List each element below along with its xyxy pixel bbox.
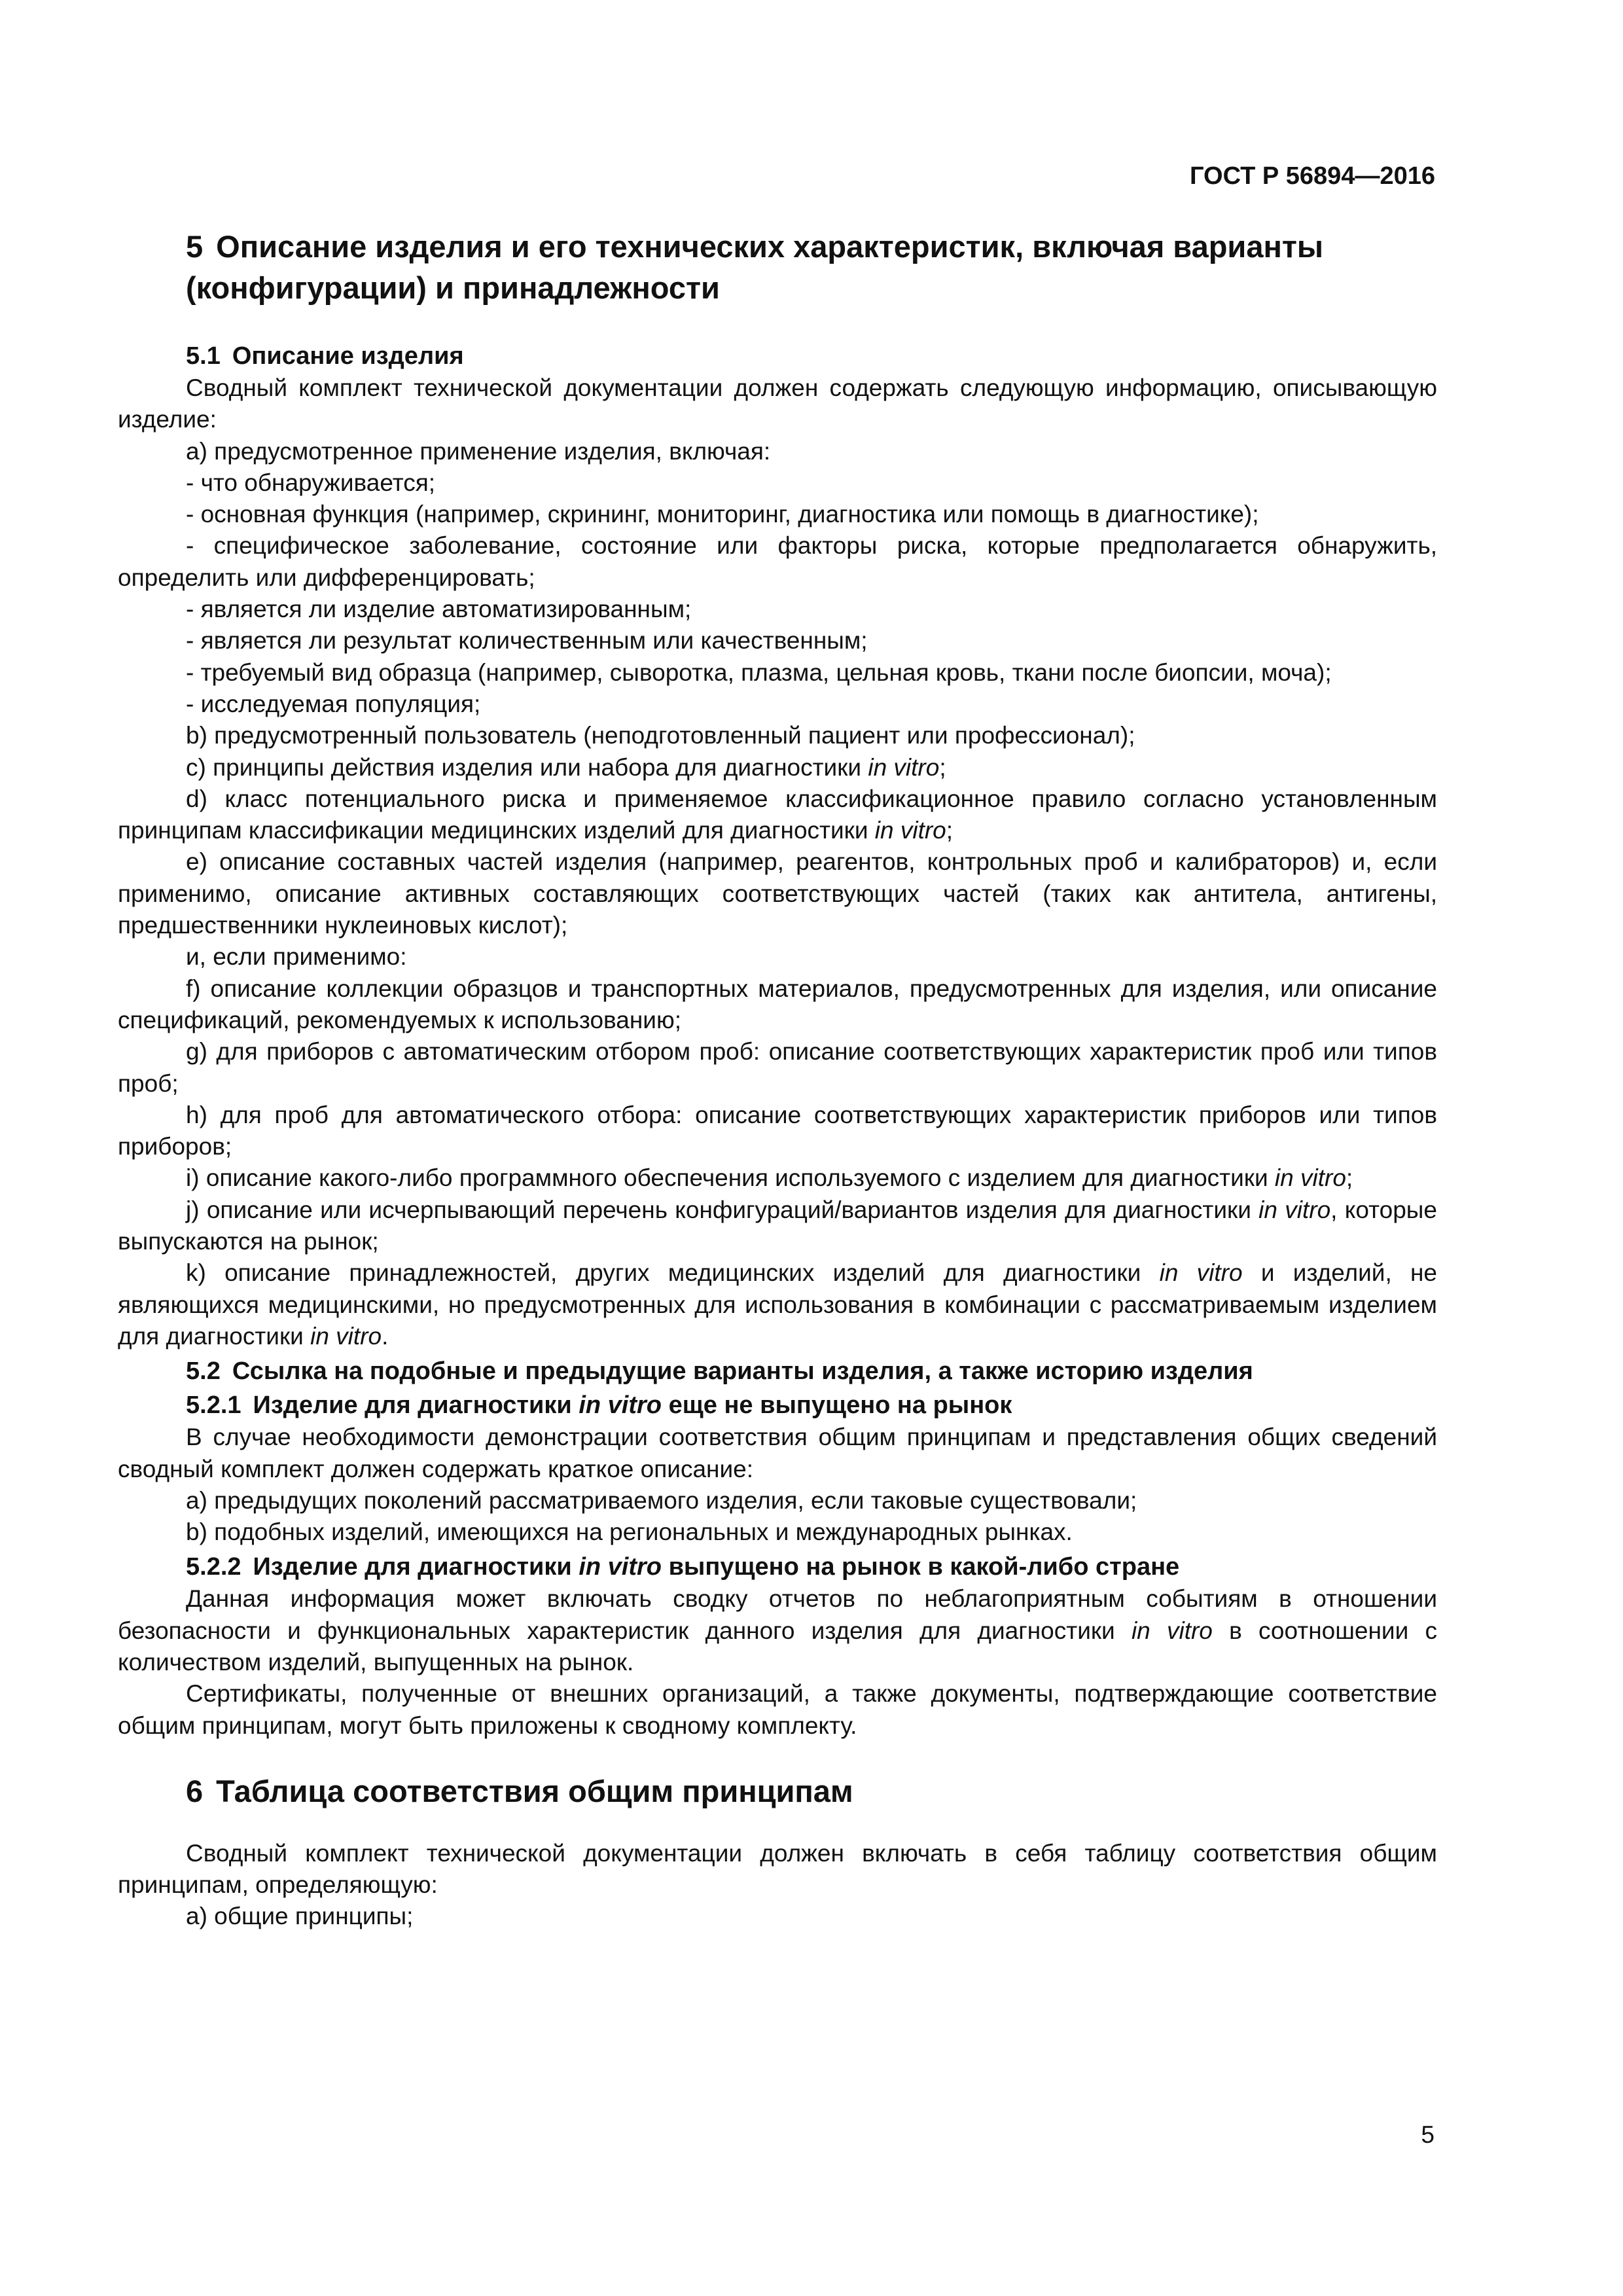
text-run: Данная информация может включать сводку отчетов по неблагоприятным событиям в отношении безопасности и функциональных характеристик данного изделия для диагностики — [118, 1585, 1437, 1644]
section-title: Таблица соответствия общим принципам — [216, 1773, 853, 1808]
italic-term: in vitro — [874, 817, 946, 844]
paragraph: и, если применимо: — [186, 943, 407, 971]
list-item-i — [118, 1162, 1437, 1194]
section-number: 5 — [186, 229, 204, 264]
text-run: в соотношении с количеством изделий, выпущенных на рынок. — [118, 1617, 1437, 1676]
list-item-g: g) для приборов с автоматическим отбором проб: описание соответствующих характеристик проб или типов проб; — [118, 1038, 1437, 1097]
text-run: Изделие для диагностики — [253, 1553, 579, 1581]
subsection-number: 5.1 — [186, 342, 221, 370]
text-run: d) класс потенциального риска и применяемое классификационное правило согласно установленным принципам классификации медицинских изделий для диагностики — [118, 785, 1437, 844]
italic-term: in vitro — [1159, 1259, 1243, 1287]
paragraph: Сводный комплект технической документации должен включать в себя таблицу соответствия общим принципам, определяющую: — [118, 1839, 1437, 1899]
subsection-title: Описание изделия — [232, 342, 464, 370]
subsection-number: 5.2.1 — [186, 1391, 241, 1420]
subsection-number: 5.2.2 — [186, 1553, 241, 1581]
list-item-b: b) подобных изделий, имеющихся на региональных и международных рынках. — [186, 1518, 1073, 1546]
text-run: ; — [939, 753, 946, 781]
list-item-j — [118, 1194, 1437, 1258]
subsection-5-2-heading — [118, 1355, 1437, 1388]
list-item-a: а) общие принципы; — [186, 1903, 414, 1930]
text-run: . — [382, 1322, 389, 1350]
italic-term: in vitro — [579, 1391, 662, 1420]
list-item-a: а) предусмотренное применение изделия, включая: — [186, 437, 771, 465]
paragraph: Сертификаты, полученные от внешних организаций, а также документы, подтверждающие соответствие общим принципам, могут быть приложены к сводному комплекту. — [118, 1680, 1437, 1739]
sub-list-item: - является ли результат количественным или качественным; — [186, 627, 868, 655]
list-item-f: f) описание коллекции образцов и транспортных материалов, предусмотренных для изделия, или описание спецификаций, рекомендуемых к использованию; — [118, 975, 1437, 1033]
section-number: 6 — [186, 1773, 204, 1808]
list-item-e: е) описание составных частей изделия (например, реагентов, контрольных проб и калибраторов) и, если применимо, описание активных составляющих соответствующих частей (таких как антитела, антигены, предшественники нуклеиновых кислот); — [118, 848, 1437, 939]
text-run: ; — [1346, 1164, 1353, 1192]
list-item-d — [118, 783, 1437, 847]
section-6-heading — [118, 1770, 1437, 1812]
italic-term: in vitro — [579, 1553, 662, 1581]
text-run: i) описание какого-либо программного обеспечения используемого с изделием для диагностики — [186, 1164, 1275, 1192]
text-run: k) описание принадлежностей, других медицинских изделий для диагностики — [186, 1259, 1160, 1287]
italic-term: in vitro — [1274, 1164, 1346, 1192]
list-item-a: а) предыдущих поколений рассматриваемого изделия, если таковые существовали; — [186, 1486, 1137, 1514]
text-run: j) описание или исчерпывающий перечень конфигураций/вариантов изделия для диагностики — [186, 1196, 1259, 1223]
subsection-5-1-heading — [118, 340, 1437, 372]
text-run: c) принципы действия изделия или набора для диагностики — [186, 753, 868, 781]
sub-list-item: - является ли изделие автоматизированным; — [186, 596, 692, 623]
sub-list-item: - основная функция (например, скрининг, мониторинг, диагностика или помощь в диагностике); — [186, 501, 1259, 528]
page-number: 5 — [1421, 2121, 1435, 2148]
subsection-number: 5.2 — [186, 1357, 221, 1386]
text-run: еще не выпущено на рынок — [662, 1391, 1012, 1420]
italic-term: in vitro — [868, 753, 940, 781]
list-item-b: b) предусмотренный пользователь (неподготовленный пациент или профессионал); — [186, 722, 1135, 749]
paragraph — [118, 1583, 1437, 1678]
subsection-title: Ссылка на подобные и предыдущие варианты изделия, а также историю изделия — [232, 1357, 1253, 1386]
list-item-h: h) для проб для автоматического отбора: описание соответствующих характеристик приборов или типов приборов; — [118, 1101, 1437, 1160]
section-title: Описание изделия и его технических характеристик, включая варианты (конфигурации) и принадлежности — [186, 229, 1324, 305]
document-code: ГОСТ Р 56894—2016 — [1190, 162, 1435, 190]
italic-term: in vitro — [1258, 1196, 1331, 1223]
subsection-5-2-1-heading — [118, 1389, 1437, 1422]
text-run: Изделие для диагностики — [253, 1391, 579, 1420]
text-run: выпущено на рынок в какой-либо стране — [662, 1553, 1180, 1581]
text-run: ; — [946, 817, 954, 844]
list-item-k — [118, 1257, 1437, 1352]
italic-term: in vitro — [1131, 1617, 1213, 1644]
paragraph: В случае необходимости демонстрации соответствия общим принципам и представления общих сведений сводный комплект должен содержать краткое описание: — [118, 1424, 1437, 1482]
sub-list-item: - требуемый вид образца (например, сыворотка, плазма, цельная кровь, ткани после биопсии, моча); — [186, 658, 1332, 686]
list-item-c — [118, 752, 1437, 783]
section-5-heading — [118, 226, 1437, 308]
subsection-5-2-2-heading — [118, 1551, 1437, 1583]
italic-term: in vitro — [310, 1322, 382, 1350]
paragraph: Сводный комплект технической документации должен содержать следующую информацию, описывающую изделие: — [118, 374, 1437, 433]
sub-list-item: - специфическое заболевание, состояние или факторы риска, которые предполагается обнаружить, определить или дифференцировать; — [118, 532, 1437, 591]
sub-list-item: - что обнаруживается; — [186, 469, 436, 496]
text-run: и изделий, не являющихся медицинскими, но предусмотренных для использования в комбинации с рассматриваемым изделием для диагностики — [118, 1259, 1438, 1350]
page-content — [118, 226, 1437, 1933]
text-run: , которые выпускаются на рынок; — [118, 1196, 1437, 1255]
sub-list-item: - исследуемая популяция; — [186, 690, 481, 717]
